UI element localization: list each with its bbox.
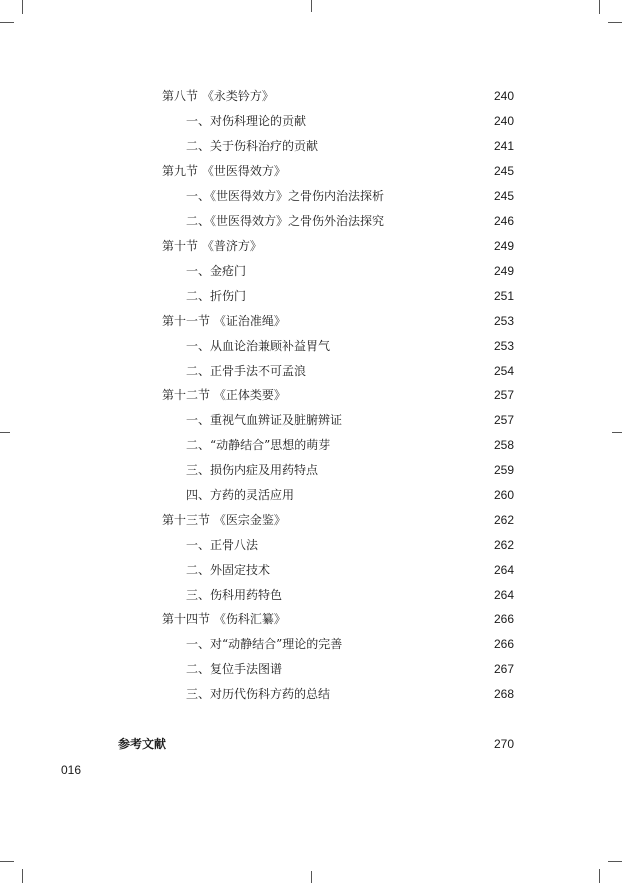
crop-mark (599, 869, 600, 883)
toc-entry-label: 二、折伤门 (186, 289, 247, 303)
toc-item[interactable] (186, 435, 514, 455)
toc-entry-page: 246 (493, 214, 514, 228)
toc-entry-label: 一、对“动静结合”理论的完善 (186, 637, 343, 651)
toc-item[interactable] (186, 560, 514, 580)
toc-section-9[interactable] (162, 161, 514, 181)
toc-entry-label: 第十一节 《证治准绳》 (162, 314, 286, 328)
toc-entry-page: 262 (493, 538, 514, 552)
toc-section-12[interactable] (162, 385, 514, 405)
toc-entry-page: 257 (493, 388, 514, 402)
toc-item[interactable] (186, 634, 514, 654)
toc-entry-label: 第十节 《普济方》 (162, 239, 262, 253)
toc-entry-label: 二、“动静结合”思想的萌芽 (186, 438, 331, 452)
toc-entry-page: 267 (493, 662, 514, 676)
toc-item[interactable] (186, 535, 514, 555)
toc-entry-label: 参考文献 (118, 737, 167, 751)
toc-entry-page: 249 (493, 239, 514, 253)
toc-entry-label: 三、损伤内症及用药特点 (186, 463, 319, 477)
toc-entry-label: 一、从血论治兼顾补益胃气 (186, 339, 331, 353)
crop-mark (311, 0, 312, 12)
crop-mark (0, 861, 14, 862)
toc-entry-page: 266 (493, 612, 514, 626)
toc-item[interactable] (186, 460, 514, 480)
toc-entry-label: 三、伤科用药特色 (186, 588, 283, 602)
toc-entry-label: 二、正骨手法不可孟浪 (186, 364, 307, 378)
toc-entry-page: 262 (493, 513, 514, 527)
toc-entry-page: 270 (493, 737, 514, 751)
toc-item[interactable] (186, 485, 514, 505)
crop-mark (608, 861, 622, 862)
crop-mark (22, 869, 23, 883)
toc-entry-page: 260 (493, 488, 514, 502)
toc-entry-label: 一、《世医得效方》之骨伤内治法探析 (186, 189, 385, 203)
toc-item[interactable] (186, 211, 514, 231)
toc-entry-page: 257 (493, 413, 514, 427)
toc-item[interactable] (186, 684, 514, 704)
toc-item[interactable] (186, 261, 514, 281)
toc-entry-page: 240 (493, 114, 514, 128)
toc-entry-label: 一、对伤科理论的贡献 (186, 114, 307, 128)
toc-item[interactable] (186, 136, 514, 156)
toc-item[interactable] (186, 286, 514, 306)
toc-references[interactable] (118, 734, 514, 754)
crop-mark (612, 432, 622, 433)
crop-mark (311, 871, 312, 883)
toc-section-13[interactable] (162, 510, 514, 530)
toc-item[interactable] (186, 186, 514, 206)
toc-section-10[interactable] (162, 236, 514, 256)
toc-entry-label: 第九节 《世医得效方》 (162, 164, 286, 178)
toc-entry-page: 251 (493, 289, 514, 303)
toc-entry-label: 第十三节 《医宗金鉴》 (162, 513, 286, 527)
toc-section-8[interactable] (162, 86, 514, 106)
toc-entry-page: 258 (493, 438, 514, 452)
toc-entry-page: 245 (493, 189, 514, 203)
toc-entry-label: 一、金疮门 (186, 264, 247, 278)
crop-mark (599, 0, 600, 14)
toc-entry-page: 266 (493, 637, 514, 651)
toc-item[interactable] (186, 410, 514, 430)
toc-entry-page: 249 (493, 264, 514, 278)
toc-entry-page: 253 (493, 314, 514, 328)
crop-mark (22, 0, 23, 14)
toc-section-14[interactable] (162, 609, 514, 629)
toc-entry-label: 四、方药的灵活应用 (186, 488, 295, 502)
toc-section-11[interactable] (162, 311, 514, 331)
toc-entry-page: 259 (493, 463, 514, 477)
toc-entry-page: 240 (493, 89, 514, 103)
toc-entry-page: 253 (493, 339, 514, 353)
toc-entry-label: 二、《世医得效方》之骨伤外治法探究 (186, 214, 385, 228)
toc-item[interactable] (186, 585, 514, 605)
toc-entry-page: 264 (493, 588, 514, 602)
toc-entry-page: 254 (493, 364, 514, 378)
page-number: 016 (61, 763, 82, 777)
toc-entry-label: 一、正骨八法 (186, 538, 259, 552)
toc-entry-label: 第十四节 《伤科汇纂》 (162, 612, 286, 626)
toc-entry-label: 二、外固定技术 (186, 563, 271, 577)
toc-item[interactable] (186, 336, 514, 356)
toc-entry-label: 二、复位手法图谱 (186, 662, 283, 676)
toc-item[interactable] (186, 659, 514, 679)
toc-entry-page: 264 (493, 563, 514, 577)
toc-entry-page: 268 (493, 687, 514, 701)
crop-mark (0, 432, 10, 433)
crop-mark (608, 22, 622, 23)
crop-mark (0, 22, 14, 23)
toc-entry-label: 第八节 《永类钤方》 (162, 89, 274, 103)
toc-entry-page: 241 (493, 139, 514, 153)
toc-entry-page: 245 (493, 164, 514, 178)
toc-item[interactable] (186, 111, 514, 131)
toc-entry-label: 一、重视气血辨证及脏腑辨证 (186, 413, 343, 427)
toc-item[interactable] (186, 361, 514, 381)
toc-entry-label: 三、对历代伤科方药的总结 (186, 687, 331, 701)
toc-entry-label: 二、关于伤科治疗的贡献 (186, 139, 319, 153)
toc-entry-label: 第十二节 《正体类要》 (162, 388, 286, 402)
